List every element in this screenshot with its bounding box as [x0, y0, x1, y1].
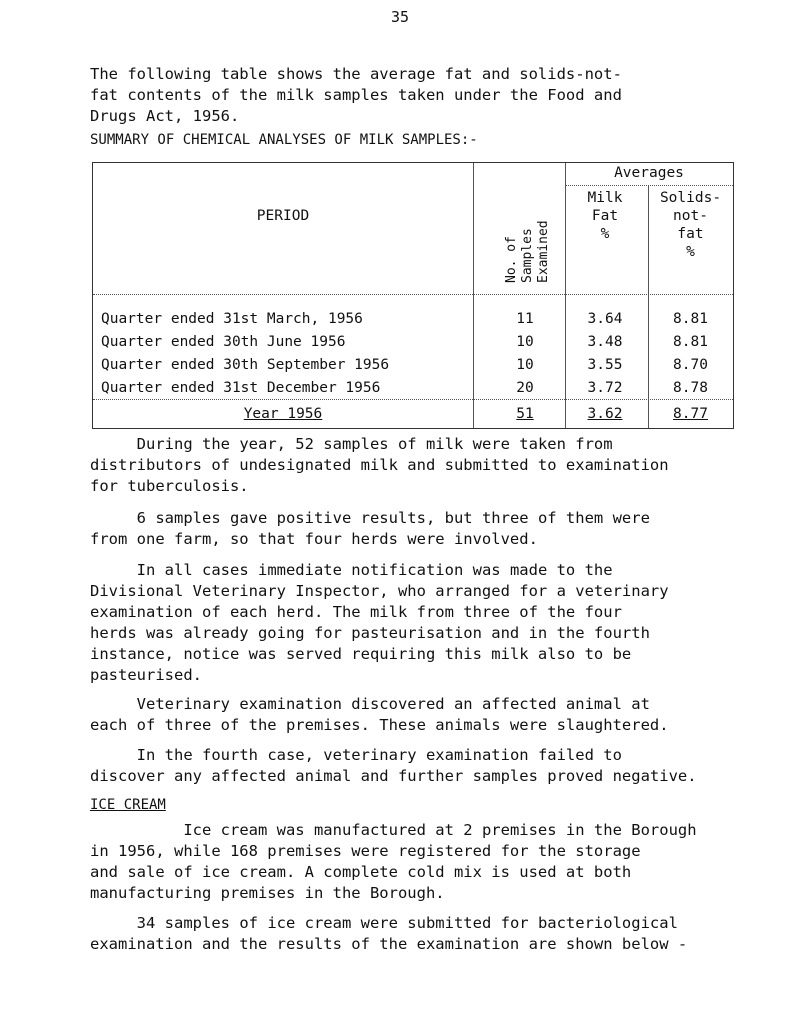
body-paragraph: 6 samples gave positive results, but three of them were from one farm, so that four herds were involved.: [90, 509, 650, 548]
row-snf: 8.81: [673, 334, 708, 350]
header-samples: [501, 165, 551, 283]
intro-paragraph: The following table shows the average fat and solids-not- fat contents of the milk samples taken under the Food and Drugs Act, 1956.: [90, 65, 622, 125]
row-fat: 3.64: [587, 311, 623, 327]
header-samples-line: Samples: [520, 228, 535, 283]
body-paragraph: In all cases immediate notification was made to the Divisional Veterinary Inspector, who arranged for a veterinary examination of each herd. The milk from three of the four herds was already going for pasteurisation and in the fourth instance, notice was served requiring this milk also to be pasteurised.: [90, 561, 669, 684]
row-period: Quarter ended 30th September 1956: [101, 357, 390, 373]
ice-cream-paragraph: 34 samples of ice cream were submitted for bacteriological examination and the results of the examination are shown below -: [90, 914, 688, 953]
row-fat: 3.72: [587, 380, 623, 396]
year-total-period: Year 1956: [243, 406, 323, 422]
header-samples-line: Examined: [536, 220, 551, 283]
header-samples-line: No. of: [504, 236, 519, 283]
header-period: PERIOD: [256, 208, 310, 224]
milk-analyses-table: [92, 162, 734, 429]
row-snf: 8.70: [673, 357, 708, 373]
table-divider: [473, 163, 474, 428]
year-total-samples: 51: [516, 406, 534, 422]
ice-cream-heading: ICE CREAM: [90, 797, 166, 813]
body-paragraph: During the year, 52 samples of milk were taken from distributors of undesignated milk and submitted to examination for tuberculosis.: [90, 435, 669, 495]
row-fat: 3.48: [587, 334, 623, 350]
ice-cream-paragraph: Ice cream was manufactured at 2 premises in the Borough in 1956, while 168 premises were registered for the storage and sale of ice cream. A complete cold mix is used at both manufacturing premises in the Borough.: [90, 821, 697, 902]
row-samples: 20: [516, 380, 534, 396]
row-samples: 10: [516, 357, 534, 373]
row-fat: 3.55: [587, 357, 623, 373]
year-total-fat: 3.62: [587, 406, 623, 422]
body-paragraph: Veterinary examination discovered an affected animal at each of three of the premises. These animals were slaughtered.: [90, 695, 669, 734]
table-divider: [565, 185, 733, 186]
row-period: Quarter ended 31st March, 1956: [101, 311, 363, 327]
row-snf: 8.81: [673, 311, 708, 327]
row-samples: 10: [516, 334, 534, 350]
header-solids-not-fat: Solids- not- fat %: [659, 190, 722, 260]
row-snf: 8.78: [673, 380, 708, 396]
year-total-snf: 8.77: [673, 406, 708, 422]
page-number: 35: [390, 8, 410, 26]
row-period: Quarter ended 31st December 1956: [101, 380, 381, 396]
body-paragraph: In the fourth case, veterinary examination failed to discover any affected animal and further samples proved negative.: [90, 746, 697, 785]
row-period: Quarter ended 30th June 1956: [101, 334, 346, 350]
row-samples: 11: [516, 311, 534, 327]
table-divider: [93, 399, 733, 400]
table-divider: [93, 294, 733, 295]
header-averages: Averages: [614, 165, 684, 181]
header-milk-fat: Milk Fat %: [587, 190, 623, 242]
summary-title: SUMMARY OF CHEMICAL ANALYSES OF MILK SAMPLES:-: [90, 132, 478, 148]
